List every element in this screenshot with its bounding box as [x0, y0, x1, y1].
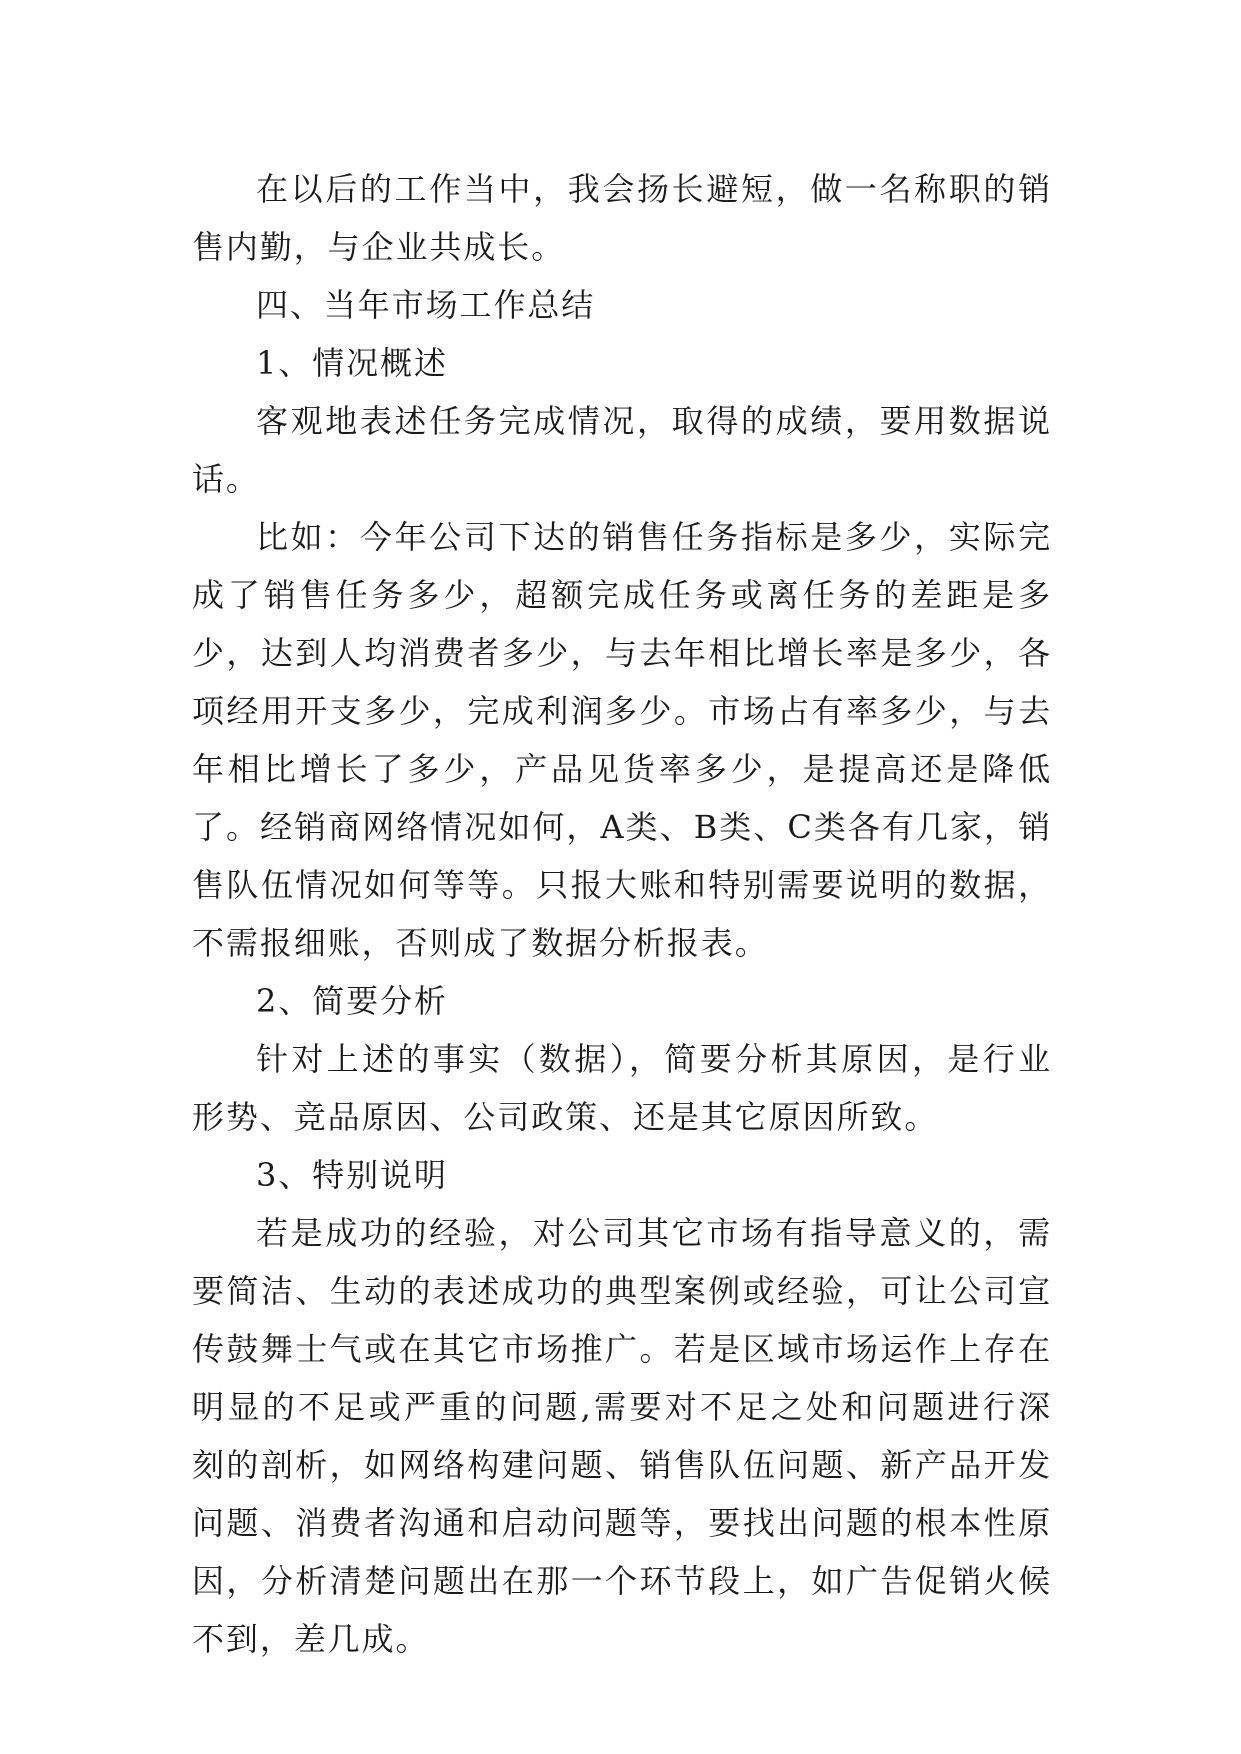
subheading-analysis: 2、简要分析 [256, 982, 448, 1020]
document-body [192, 160, 1052, 1668]
paragraph-overview-intro: 客观地表述任务完成情况，取得的成绩，要用数据说话。 [192, 402, 1052, 498]
paragraph-closing-remark: 在以后的工作当中，我会扬长避短，做一名称职的销售内勤，与企业共成长。 [192, 170, 1052, 266]
subheading-special-notes: 3、特别说明 [256, 1156, 448, 1194]
paragraph-special-notes: 若是成功的经验，对公司其它市场有指导意义的，需要简洁、生动的表述成功的典型案例或经验，可让公司宣传鼓舞士气或在其它市场推广。若是区域市场运作上存在明显的不足或严重的问题,需要对不足之处和问题进行深刻的剖析，如网络构建问题、销售队伍问题、新产品开发问题、消费者沟通和启动问题等，要找出问题的根本性原因，分析清楚问题出在那一个环节段上，如广告促销火候不到，差几成。 [192, 1214, 1052, 1658]
paragraph-overview-example: 比如：今年公司下达的销售任务指标是多少，实际完成了销售任务多少，超额完成任务或离任务的差距是多少，达到人均消费者多少，与去年相比增长率是多少，各项经用开支多少，完成利润多少。市场占有率多少，与去年相比增长了多少，产品见货率多少，是提高还是降低了。经销商网络情况如何，A类、B类、C类各有几家，销售队伍情况如何等等。只报大账和特别需要说明的数据，不需报细账，否则成了数据分析报表。 [192, 518, 1052, 962]
paragraph-analysis: 针对上述的事实（数据），简要分析其原因，是行业形势、竞品原因、公司政策、还是其它原因所致。 [192, 1040, 1052, 1136]
subheading-overview: 1、情况概述 [256, 344, 448, 382]
section-heading-4: 四、当年市场工作总结 [256, 286, 596, 324]
